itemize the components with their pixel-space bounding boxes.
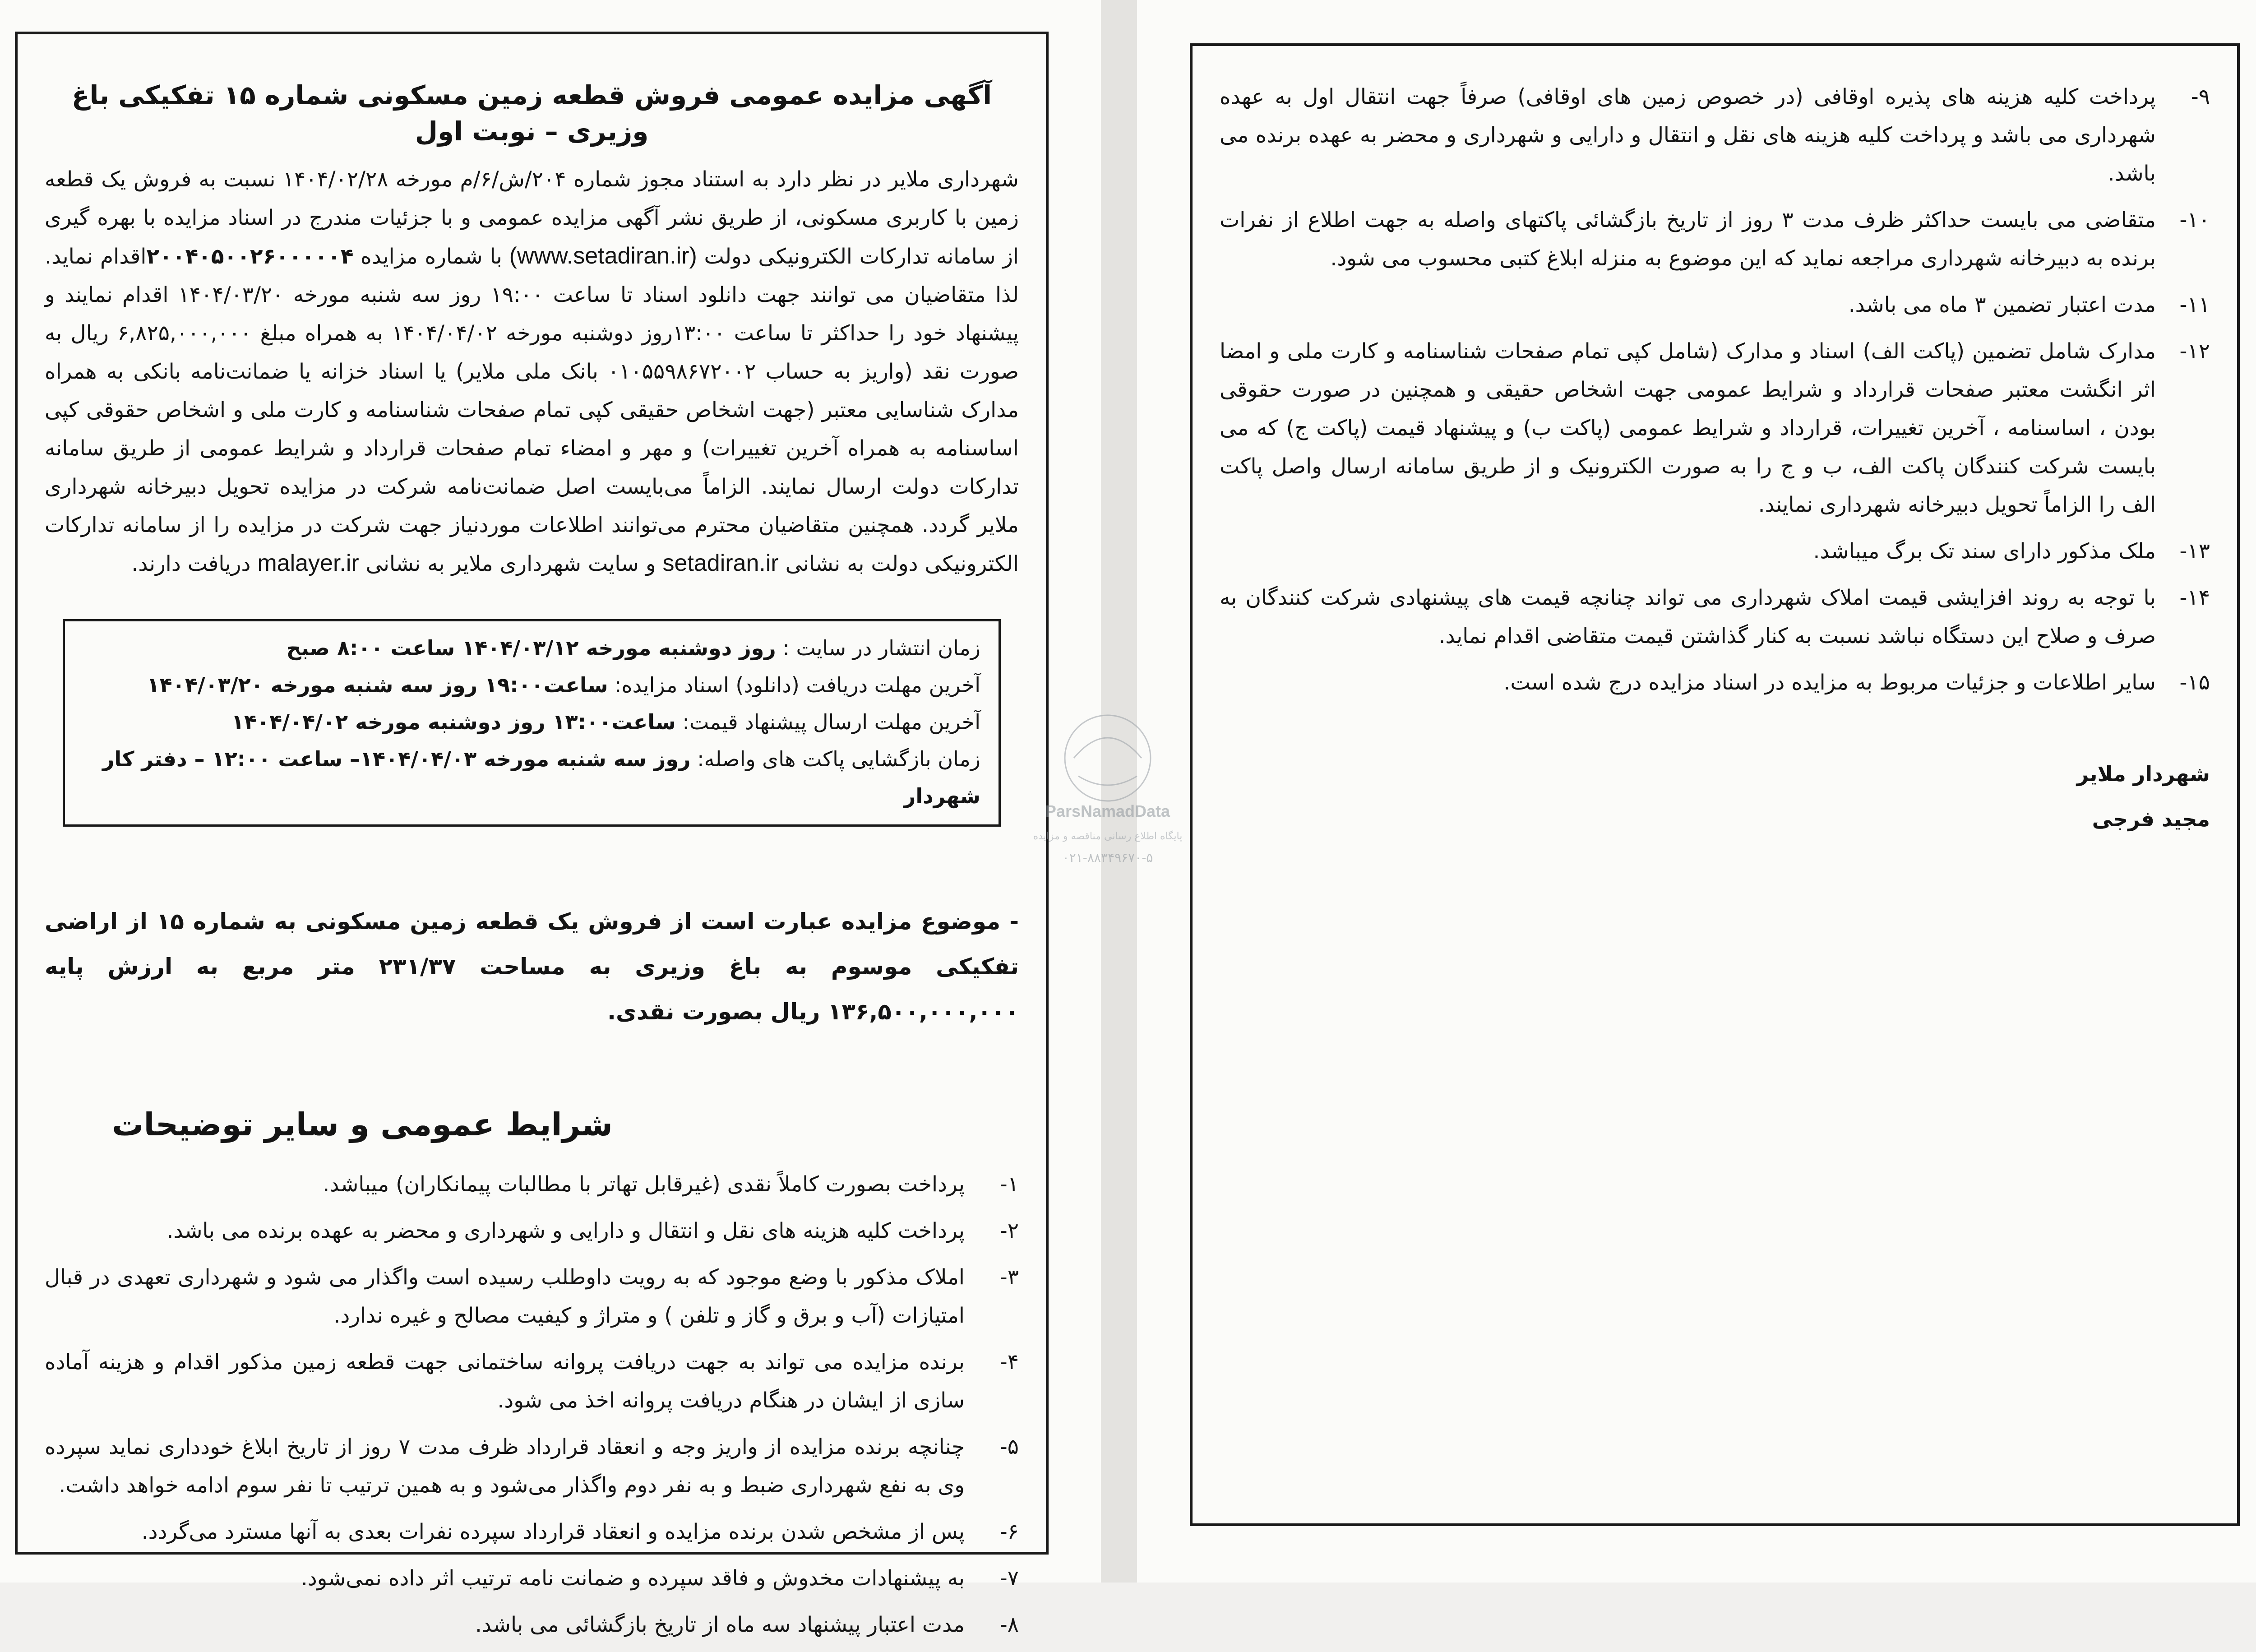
condition-number: -۱۱ (2179, 292, 2210, 317)
condition-item (1220, 201, 2210, 278)
condition-number: -۹ (2191, 84, 2210, 109)
parsnamad-watermark (1033, 704, 1182, 893)
malayer-link[interactable]: malayer.ir (257, 550, 359, 576)
condition-item (1220, 78, 2210, 193)
condition-text: به پیشنهادات مخدوش و فاقد سپرده و ضمانت نامه ترتیب اثر داده نمی‌شود. (300, 1566, 965, 1591)
conditions-list (45, 1165, 1019, 1644)
condition-item (45, 1212, 1019, 1250)
schedule-label: زمان انتشار در سایت : (776, 636, 980, 660)
notice-title: آگهی مزایده عمومی فروش قطعه زمین مسکونی شماره ۱۵ تفکیکی باغ وزیری – نوبت اول (71, 80, 992, 147)
condition-number: -۷ (999, 1566, 1019, 1591)
intro-text-5: دریافت دارند. (131, 551, 258, 576)
intro-text-1: شهرداری ملایر در نظر دارد به استناد مجوز شماره ۲۰۴/ش/۶/م مورخه ۱۴۰۴/۰۲/۲۸ نسبت به فروش یک قطعه زمین با کاربری مسکونی، از طریق نشر آگهی مزایده عمومی و با جزئیات مندرج در اسناد مزایده با بهره گیری از سامانه تدارکات الکترونیکی دولت (45, 167, 1019, 269)
condition-text: پرداخت بصورت کاملاً نقدی (غیرقابل تهاتر با مطالبات پیمانکاران) میباشد. (323, 1172, 965, 1197)
condition-text: ملک مذکور دارای سند تک برگ میباشد. (1813, 539, 2156, 564)
signature-block (1220, 751, 2210, 842)
setadiran-link-2[interactable]: setadiran.ir (662, 550, 779, 576)
condition-text: برنده مزایده می تواند به جهت دریافت پروانه ساختمانی جهت قطعه زمین مذکور اقدام و هزینه آماده سازی از ایشان در هنگام دریافت پروانه اخذ می شود. (45, 1350, 965, 1413)
schedule-line-download (83, 666, 980, 703)
condition-text: سایر اطلاعات و جزئیات مربوط به مزایده در اسناد مزایده درج شده است. (1503, 670, 2156, 695)
signature-title: شهردار ملایر (2076, 762, 2210, 786)
condition-number: -۱۳ (2179, 539, 2210, 564)
schedule-label: آخرین مهلت ارسال پیشنهاد قیمت: (675, 710, 980, 734)
condition-number: -۱۲ (2179, 339, 2210, 364)
schedule-value: روز دوشنبه مورخه ۱۴۰۴/۰۳/۱۲ ساعت ۸:۰۰ صبح (286, 636, 776, 660)
condition-number: -۱ (999, 1172, 1019, 1197)
intro-text-3: اقدام نماید. لذا متقاضیان می توانند جهت دانلود اسناد تا ساعت ۱۹:۰۰ روز سه شنبه مورخه ۱۴۰۴/۰۳/۲۰ اقدام نمایند و پیشنهاد خود را حداکثر تا ساعت ۱۳:۰۰روز دوشنبه مورخه ۱۴۰۴/۰۴/۰۲ به همراه مبلغ ۶,۸۲۵,۰۰۰,۰۰۰ ریال به صورت نقد (واریز به حساب ۰۱۰۵۵۹۸۶۷۲۰۰۲ بانک ملی ملایر) یا اسناد خزانه یا ضمانت‌نامه بانکی به همراه مدارک شناسایی معتبر (جهت اشخاص حقیقی کپی تمام صفحات شناسنامه و کارت ملی و اشخاص حقوقی کپی اساسنامه به همراه آخرین تغییرات) و مهر و امضاء تمام صفحات قرارداد و شرایط عمومی از طریق سامانه تدارکات دولت ارسال نمایند. الزاماً می‌بایست اصل ضمانت‌نامه شرکت در مزایده تحویل دبیرخانه شهرداری ملایر گردد. همچنین متقاضیان محترم می‌توانند اطلاعات موردنیاز جهت شرکت در مزایده را از سامانه تدارکات الکترونیکی دولت به نشانی (45, 244, 1019, 576)
condition-item (1220, 532, 2210, 570)
schedule-line-opening (83, 740, 980, 814)
conditions-title: شرایط عمومی و سایر توضیحات (112, 1106, 613, 1143)
intro-text-2: با شماره مزایده (353, 244, 509, 269)
conditions-list-continued (1220, 78, 2210, 702)
schedule-value: روز سه شنبه مورخه ۱۴۰۴/۰۴/۰۳– ساعت ۱۲:۰۰ – دفتر کار شهردار (102, 747, 980, 808)
condition-item (1220, 286, 2210, 324)
condition-text: مدت اعتبار پیشنهاد سه ماه از تاریخ بازگشائی می باشد. (475, 1612, 965, 1637)
watermark-caption: پایگاه اطلاع رسانی مناقصه و مزایده (1033, 831, 1182, 842)
condition-number: -۸ (999, 1612, 1019, 1637)
schedule-box (63, 619, 1001, 827)
schedule-line-publish (83, 629, 980, 666)
condition-number: -۱۰ (2179, 208, 2210, 232)
condition-text: املاک مذکور با وضع موجود که به رویت داوطلب رسیده است واگذار می شود و شهرداری تعهدی در قبال امتیازات (آب و برق و گاز و تلفن ) و متراژ و کیفیت مصالح و غیره ندارد. (45, 1265, 965, 1328)
auction-number: ۲۰۰۴۰۵۰۰۲۶۰۰۰۰۰۴ (146, 244, 354, 269)
condition-number: -۲ (999, 1218, 1019, 1243)
condition-number: -۴ (999, 1350, 1019, 1374)
condition-item (45, 1428, 1019, 1504)
condition-item (1220, 663, 2210, 702)
condition-text: متقاضی می بایست حداکثر ظرف مدت ۳ روز از تاریخ بازگشائی پاکتهای واصله به جهت اطلاع از نفرات برنده به دبیرخانه شهرداری مراجعه نماید که این موضوع به منزله ابلاغ کتبی محسوب می شود. (1220, 208, 2156, 271)
condition-text: پرداخت کلیه هزینه های نقل و انتقال و دارایی و شهرداری و محضر به عهده برنده می باشد. (166, 1218, 965, 1243)
right-content (1220, 78, 2210, 842)
schedule-label: زمان بازگشایی پاکت های واصله: (690, 747, 980, 771)
condition-item (45, 1343, 1019, 1420)
condition-text: پس از مشخص شدن برنده مزایده و انعقاد قرارداد سپرده نفرات بعدی به آنها مسترد می‌گردد. (141, 1519, 965, 1544)
condition-number: -۳ (999, 1265, 1019, 1290)
intro-text-4: و سایت شهرداری ملایر به نشانی (359, 551, 663, 576)
left-content (45, 77, 1019, 1652)
condition-item (45, 1258, 1019, 1335)
condition-item (45, 1165, 1019, 1203)
watermark-phone: ۰۲۱-۸۸۳۴۹۶۷۰-۵ (1062, 850, 1153, 865)
condition-number: -۵ (999, 1435, 1019, 1459)
schedule-value: ساعت۱۹:۰۰ روز سه شنبه مورخه ۱۴۰۴/۰۳/۲۰ (147, 673, 608, 697)
condition-text: پرداخت کلیه هزینه های پذیره اوقافی (در خصوص زمین های اوقافی) صرفاً جهت انتقال اول به عهده شهرداری می باشد و پرداخت کلیه هزینه های نقل و انتقال و دارایی و شهرداری و محضر به عهده برنده می باشد. (1220, 84, 2156, 186)
schedule-line-submit (83, 703, 980, 740)
condition-number: -۱۵ (2179, 670, 2210, 695)
intro-paragraph (45, 160, 1019, 583)
condition-item (45, 1559, 1019, 1597)
left-notice-frame (15, 32, 1049, 1637)
condition-number: -۱۴ (2179, 585, 2210, 610)
watermark-brand: ParsNamadData (1045, 802, 1170, 820)
condition-text: چنانچه برنده مزایده از واریز وجه و انعقاد قرارداد ظرف مدت ۷ روز از تاریخ ابلاغ خودداری نماید سپرده وی به نفع شهرداری ضبط و به نفر دوم واگذار می‌شود و به همین ترتیب تا نفر سوم ادامه خواهد داشت. (45, 1435, 965, 1498)
condition-text: مدارک شامل تضمین (پاکت الف) اسناد و مدارک (شامل کپی تمام صفحات شناسنامه و کارت ملی و امضا اثر انگشت معتبر صفحات قرارداد و شرایط عمومی جهت اشخاص حقیقی و همچنین در صورت حقوقی بودن ، اساسنامه ، آخرین تغییرات، قرارداد و شرایط عمومی (پاکت ب) و پیشنهاد قیمت (پاکت ج) که می بایست شرکت کنندگان پاکت الف، ب و ج را به صورت الکترونیک و از طریق سامانه ارسال واصل پاکت الف را الزاماً تحویل دبیرخانه شهرداری نمایند. (1220, 339, 2156, 517)
schedule-value: ساعت۱۳:۰۰ روز دوشنبه مورخه ۱۴۰۴/۰۴/۰۲ (231, 710, 676, 734)
signature-name: مجید فرجی (2092, 807, 2210, 831)
setadiran-link-1[interactable]: (www.setadiran.ir) (509, 243, 697, 269)
condition-item (45, 1606, 1019, 1644)
condition-item (45, 1513, 1019, 1551)
right-notice-frame (1190, 43, 2240, 1526)
condition-item (1220, 332, 2210, 524)
condition-text: با توجه به روند افزایشی قیمت املاک شهرداری می تواند چنانچه قیمت های پیشنهادی شرکت کنندگان به صرف و صلاح این دستگاه نباشد نسبت به کنار گذاشتن قیمت متقاضی اقدام نماید. (1220, 585, 2156, 648)
condition-item (1220, 578, 2210, 655)
condition-number: -۶ (999, 1519, 1019, 1544)
condition-text: مدت اعتبار تضمین ۳ ماه می باشد. (1848, 292, 2156, 317)
auction-subject: - موضوع مزایده عبارت است از فروش یک قطعه زمین مسکونی به شماره ۱۵ از اراضی تفکیکی موسوم به باغ وزیری به مساحت ۲۳۱/۳۷ متر مربع به ارزش پایه ۱۳۶,۵۰۰,۰۰۰,۰۰۰ ریال بصورت نقدی. (45, 908, 1019, 1025)
schedule-label: آخرین مهلت دریافت (دانلود) اسناد مزایده: (608, 673, 980, 697)
